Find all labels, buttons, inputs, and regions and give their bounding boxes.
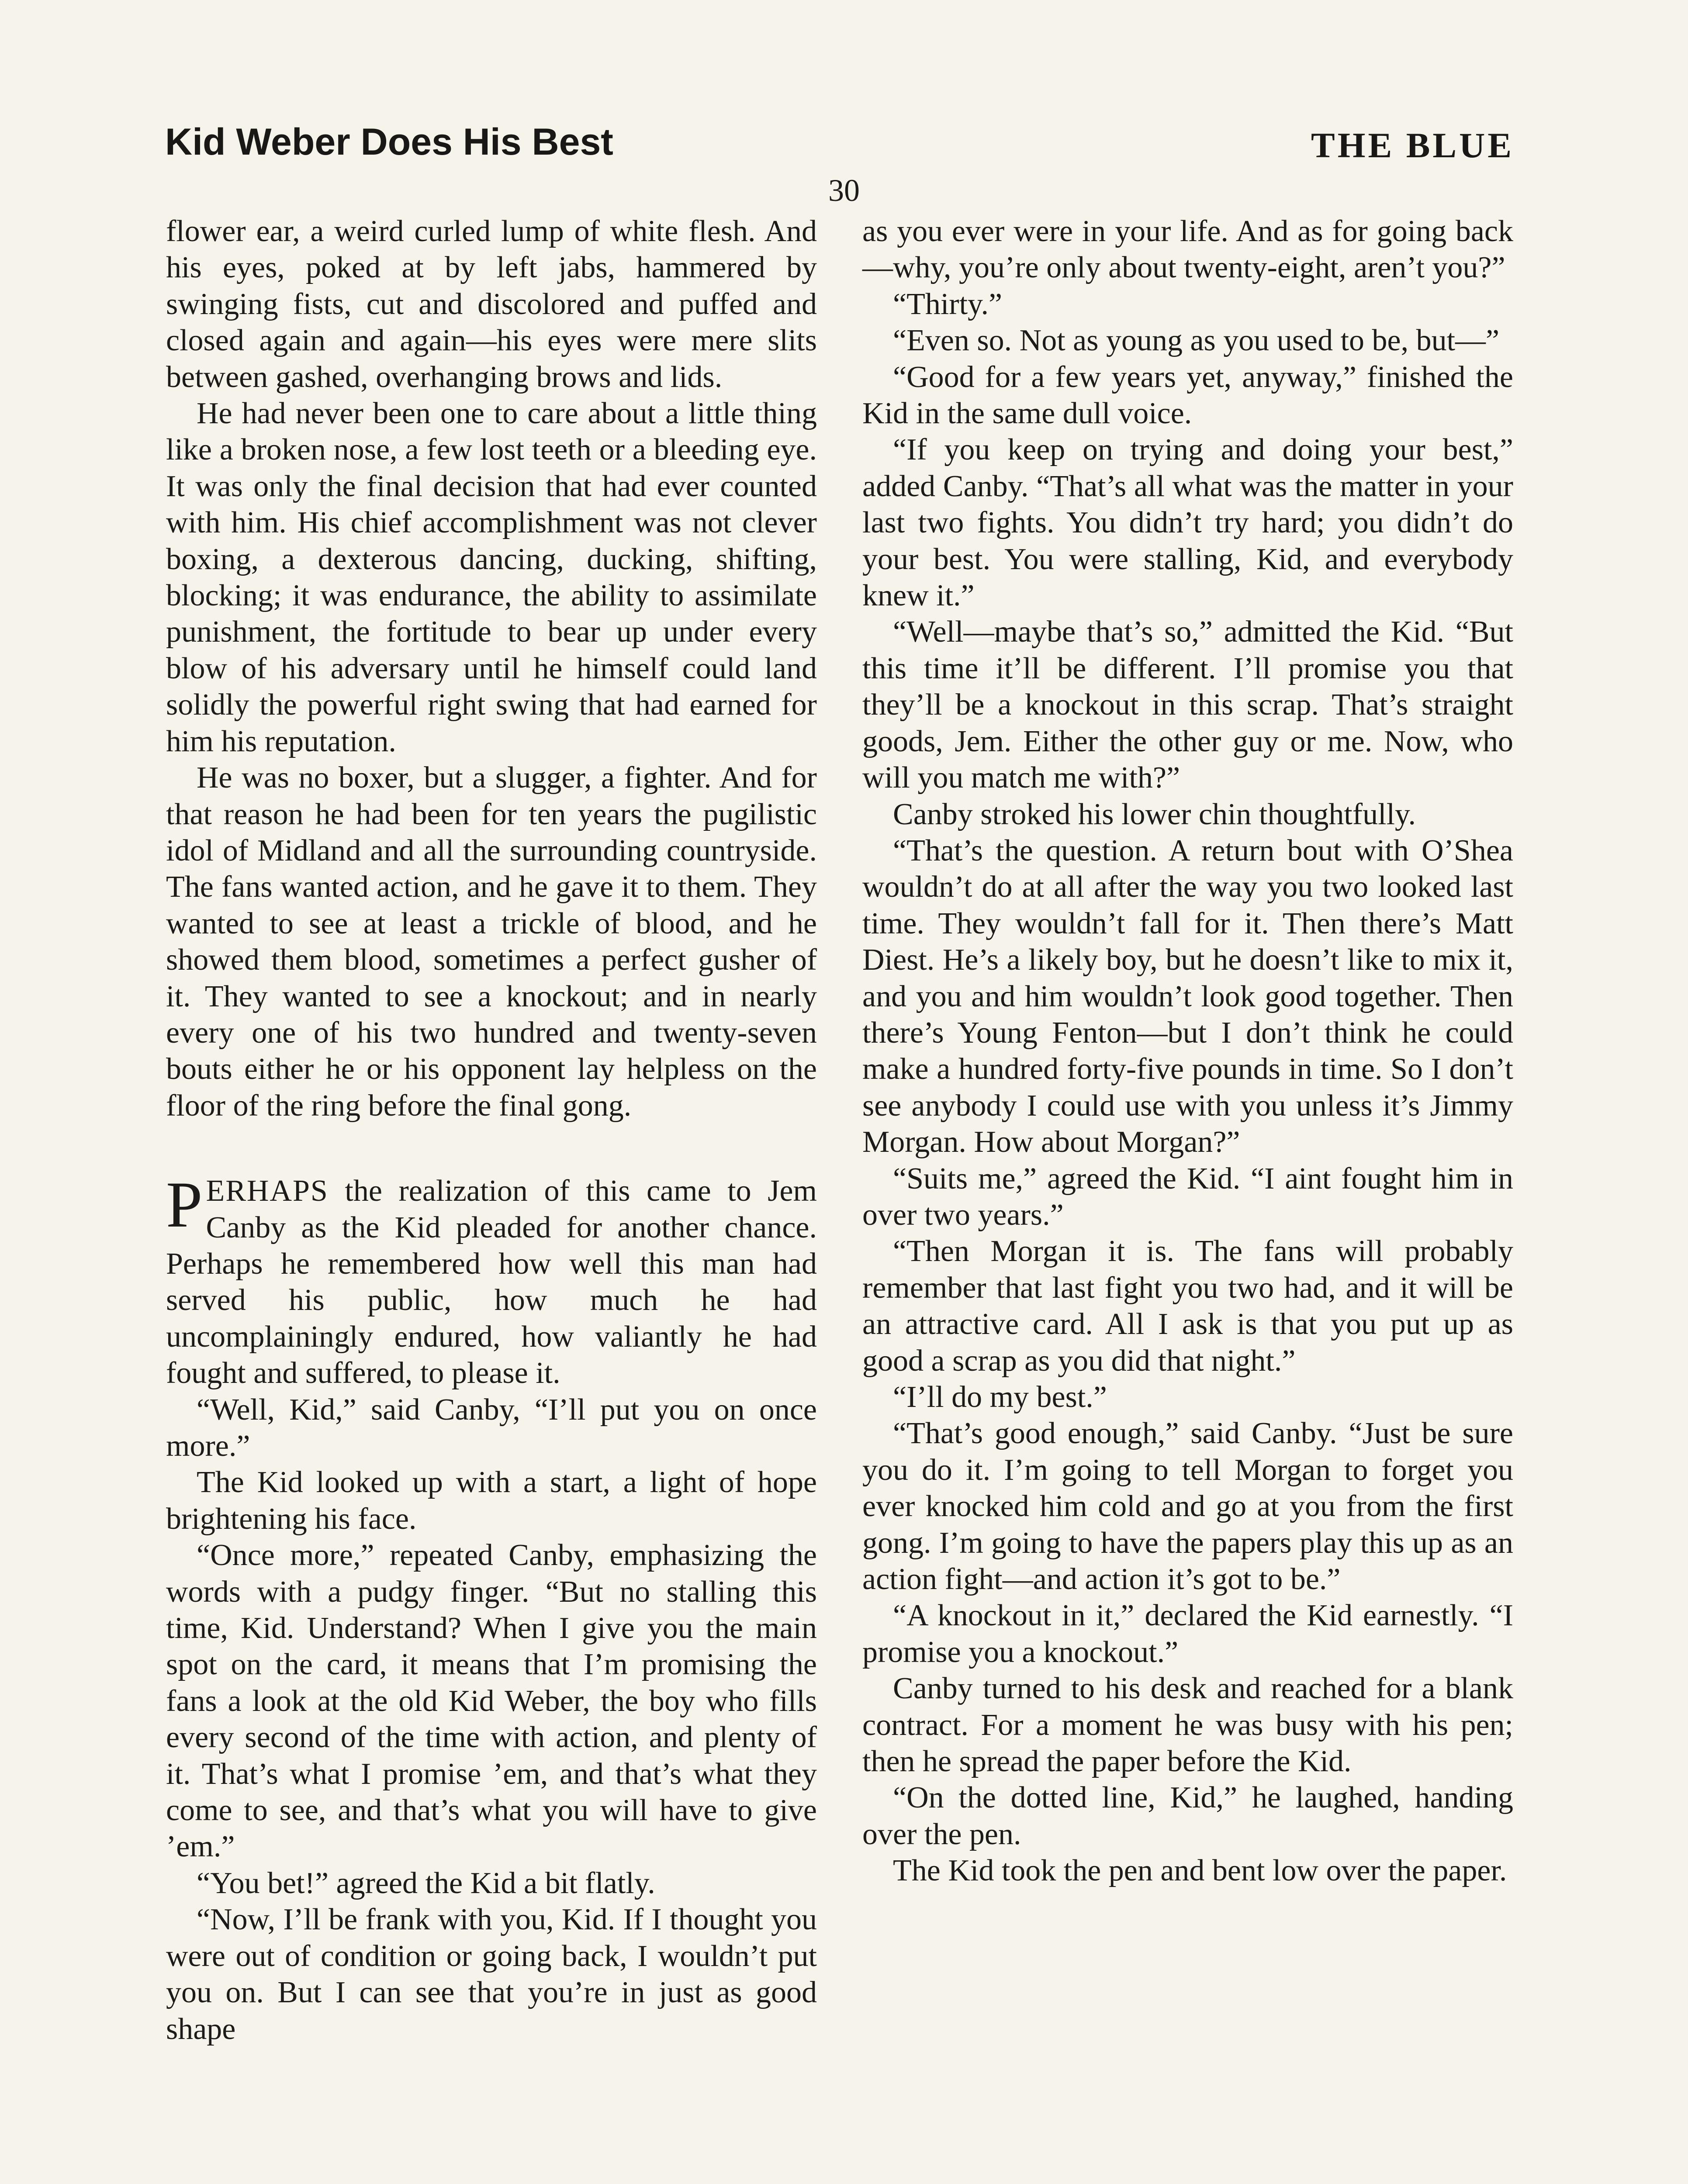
paragraph: He had never been one to care about a little thing like a broken nose, a few lost teeth or a bleeding eye. It was only the final decision that had ever counted with him. His chief accomplishment was not clever boxing, a dexterous dancing, ducking, shifting, blocking; it was endurance, the ability to assimilate punishment, the fortitude to bear up under every blow of his adversary until he himself could land solidly the powerful right swing that had earned for him his reputation. xyxy=(166,397,817,758)
paragraph: Canby stroked his lower chin thoughtfully. xyxy=(893,797,1416,831)
paragraph: The Kid took the pen and bent low over the paper. xyxy=(893,1854,1507,1888)
paragraph: “Well—maybe that’s so,” admitted the Kid. “But this time it’ll be different. I’ll promise you that they’ll be a knockout in this scrap. That’s straight goods, Jem. Either the other guy or me. Now, who will you match me with?” xyxy=(862,615,1513,795)
magazine-name: THE BLUE xyxy=(1311,125,1514,165)
left-column xyxy=(166,213,817,2047)
paragraph: “Well, Kid,” said Canby, “I’ll put you on once more.” xyxy=(166,1393,817,1463)
paragraph: “Suits me,” agreed the Kid. “I aint fought him in over two years.” xyxy=(862,1161,1513,1232)
paragraph: “On the dotted line, Kid,” he laughed, handing over the pen. xyxy=(862,1781,1513,1851)
paragraph: The Kid looked up with a start, a light of hope brightening his face. xyxy=(166,1465,817,1536)
paragraph: “Once more,” repeated Canby, emphasizing the words with a pudgy finger. “But no stalling this time, Kid. Understand? When I give you the main spot on the card, it means that I’m promising the fans a look at the old Kid Weber, the boy who fills every second of the time with action, and plenty of it. That’s what I promise ’em, and that’s what they come to see, and that’s what you will have to give ’em.” xyxy=(166,1538,817,1864)
paragraph: “Then Morgan it is. The fans will probably remember that last fight you two had, and it will be an attractive card. All I ask is that you put up as good a scrap as you did that night.” xyxy=(862,1234,1513,1378)
paragraph: “A knockout in it,” declared the Kid earnestly. “I promise you a knockout.” xyxy=(862,1599,1513,1669)
right-column xyxy=(862,213,1513,1889)
paragraph: He was no boxer, but a slugger, a fighter. And for that reason he had been for ten years the pugilistic idol of Midland and all the surrounding countryside. The fans wanted action, and he gave it to them. They wanted to see at least a trickle of blood, and he showed them blood, sometimes a perfect gusher of it. They wanted to see a knockout; and in nearly every one of his two hundred and twenty-seven bouts either he or his opponent lay helpless on the floor of the ring before the final gong. xyxy=(166,761,817,1123)
story-title: Kid Weber Does His Best xyxy=(165,121,613,163)
paragraph: as you ever were in your life. And as for going back—why, you’re only about twenty-eight, aren’t you?” xyxy=(862,214,1513,285)
paragraph: “If you keep on trying and doing your best,” added Canby. “That’s all what was the matter in your last two fights. You didn’t try hard; you didn’t do your best. You were stalling, Kid, and everybody knew it.” xyxy=(862,433,1513,613)
paragraph: “That’s the question. A return bout with O’Shea wouldn’t do at all after the way you two looked last time. They wouldn’t fall for it. Then there’s Matt Diest. He’s a likely boy, but he doesn’t like to mix it, and you and him wouldn’t look good together. Then there’s Young Fenton—but I don’t think he could make a hundred forty-five pounds in time. So I don’t see anybody I could use with you unless it’s Jimmy Morgan. How about Morgan?” xyxy=(862,833,1513,1159)
paragraph: “Even so. Not as young as you used to be, but—” xyxy=(893,324,1500,358)
paragraph: Canby turned to his desk and reached for a blank contract. For a moment he was busy with his pen; then he spread the paper before the Kid. xyxy=(862,1672,1513,1779)
paragraph: “I’ll do my best.” xyxy=(893,1380,1107,1414)
paragraph: “That’s good enough,” said Canby. “Just be sure you do it. I’m going to tell Morgan to forget you ever knocked him cold and go at you from the first gong. I’m going to have the papers play this up as an action fight—and action it’s got to be.” xyxy=(862,1417,1513,1597)
paragraph-text: the realization of this came to Jem Canby as the Kid pleaded for another chance. Perhaps he remembered how well this man had served his public, how much he had uncomplainingly endured, how valiantly he had fought and suffered, to please it. xyxy=(166,1174,817,1390)
paragraph: “Good for a few years yet, anyway,” finished the Kid in the same dull voice. xyxy=(862,360,1513,431)
page-number: 30 xyxy=(828,173,860,208)
paragraph: flower ear, a weird curled lump of white flesh. And his eyes, poked at by left jabs, hammered by swinging fists, cut and discolored and puffed and closed again and again—his eyes were mere slits between gashed, overhanging brows and lids. xyxy=(166,214,817,394)
paragraph: “You bet!” agreed the Kid a bit flatly. xyxy=(197,1866,655,1900)
section-opening-paragraph xyxy=(166,1168,817,1391)
paragraph: “Thirty.” xyxy=(893,287,1003,321)
drop-cap: P xyxy=(166,1168,203,1241)
paragraph: “Now, I’ll be frank with you, Kid. If I thought you were out of condition or going back, I wouldn’t put you on. But I can see that you’re in just as good shape xyxy=(166,1903,817,2046)
small-caps-lead: ERHAPS xyxy=(206,1174,329,1208)
